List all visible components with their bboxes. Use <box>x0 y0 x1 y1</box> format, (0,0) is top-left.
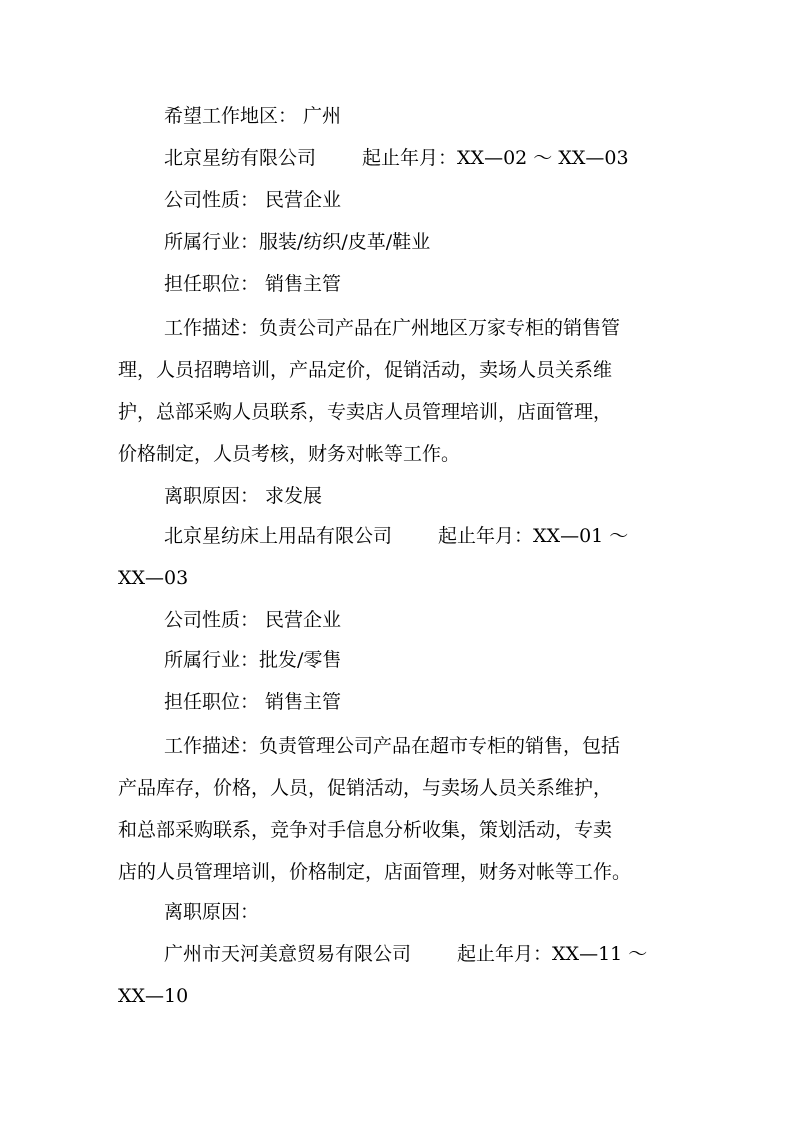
company-2-industry: 所属行业：批发/零售 <box>164 649 342 671</box>
company-1-description-line: 理，人员招聘培训，产品定价，促销活动，卖场人员关系维 <box>118 359 613 381</box>
company-2-description-line: 店的人员管理培训，价格制定，店面管理，财务对帐等工作。 <box>118 861 632 883</box>
company-2-name: 北京星纺床上用品有限公司 <box>164 525 393 547</box>
company-2-description-line: 和总部采购联系，竞争对手信息分析收集，策划活动，专卖 <box>118 819 613 841</box>
company-2-period: 起止年月：XX—01 ～ <box>438 525 629 547</box>
company-2-period-continued: XX—03 <box>118 567 189 589</box>
company-3-period: 起止年月：XX—11 ～ <box>457 943 648 965</box>
company-1-description-line: 价格制定，人员考核，财务对帐等工作。 <box>118 443 461 465</box>
company-2-description-line: 工作描述：负责管理公司产品在超市专柜的销售，包括 <box>164 735 621 757</box>
company-2-nature: 公司性质： 民营企业 <box>164 609 342 631</box>
expected-location <box>164 96 724 136</box>
company-2-header <box>164 516 724 556</box>
company-3-period-continued: XX—10 <box>118 985 189 1007</box>
company-1-nature: 公司性质： 民营企业 <box>164 189 342 211</box>
company-3-header <box>164 934 724 974</box>
company-2-leave-reason: 离职原因： <box>164 901 260 923</box>
company-3-name: 广州市天河美意贸易有限公司 <box>164 943 412 965</box>
company-1-description-line: 护，总部采购人员联系，专卖店人员管理培训，店面管理， <box>118 401 613 423</box>
company-1-header <box>164 138 724 178</box>
company-1-description-line: 工作描述：负责公司产品在广州地区万家专柜的销售管 <box>164 317 621 339</box>
company-1-leave-reason: 离职原因： 求发展 <box>164 485 323 507</box>
company-1-position: 担任职位： 销售主管 <box>164 273 342 295</box>
company-2-description-line: 产品库存，价格，人员，促销活动，与卖场人员关系维护， <box>118 777 613 799</box>
company-1-name: 北京星纺有限公司 <box>164 147 317 169</box>
company-1-industry: 所属行业：服装/纺织/皮革/鞋业 <box>164 231 431 253</box>
company-1-period: 起止年月：XX—02 ～ XX—03 <box>362 147 629 169</box>
expected-location-text: 希望工作地区： 广州 <box>164 105 342 127</box>
company-2-position: 担任职位： 销售主管 <box>164 691 342 713</box>
